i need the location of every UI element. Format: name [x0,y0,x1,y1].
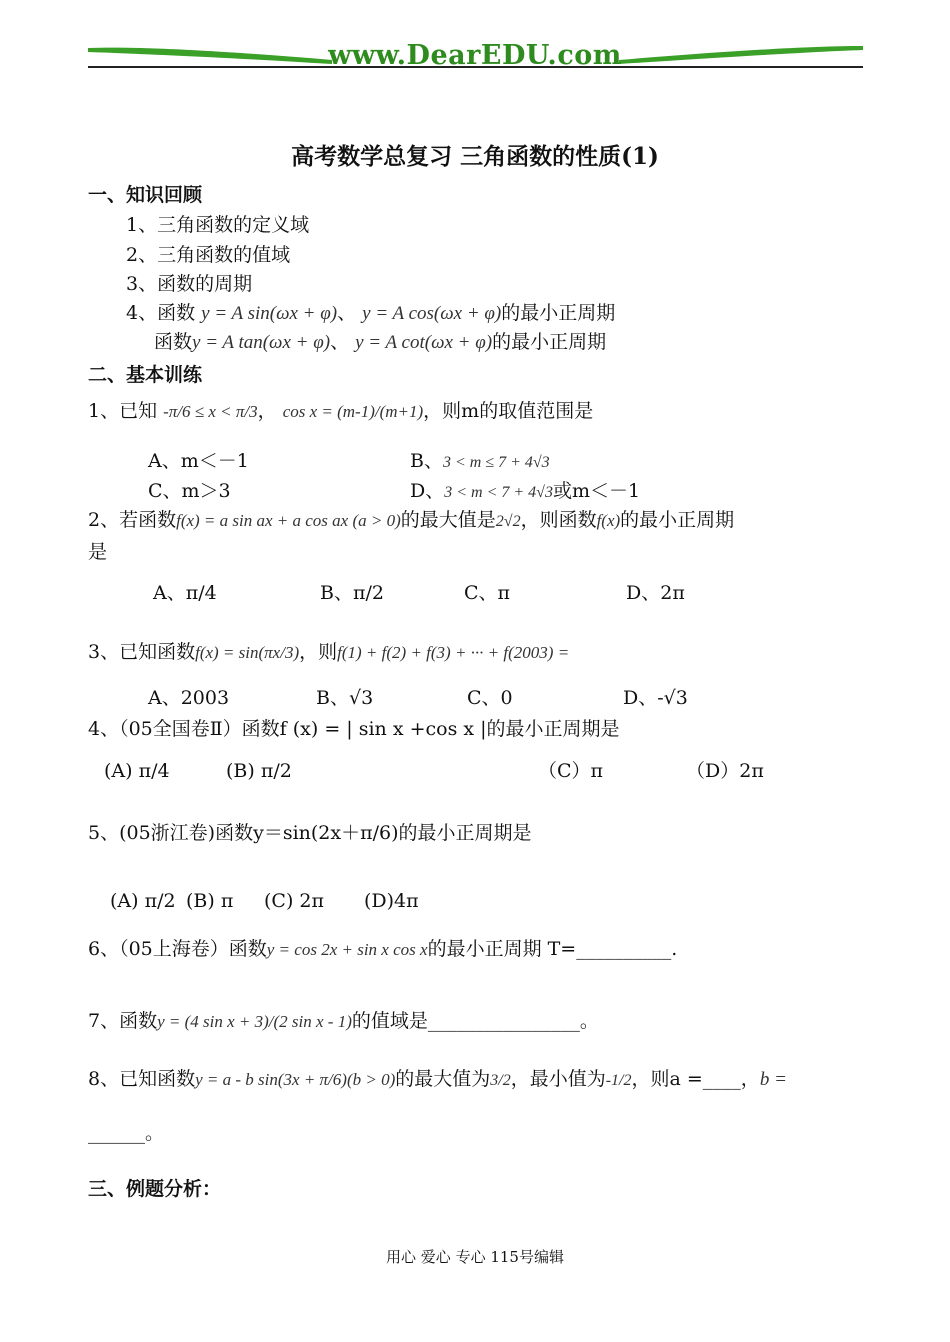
q3-stem [88,643,569,662]
q2-f: f(x) [596,511,621,530]
section1-item-3: 3、函数的周期 [126,273,253,295]
q1-option-b-expr: 3 < m ≤ 7 + 4√3 [442,454,550,471]
q1-option-c: C、m＞3 [148,480,231,502]
q8-mid2: ，最小值为 [510,1068,606,1090]
q6-expr: y = cos 2x + sin x cos x [266,940,428,959]
q2-option-c: C、π [464,582,511,604]
q3-sum: f(1) + f(2) + f(3) + ··· + f(2003) = [337,643,570,662]
q7-expr: y = (4 sin x + 3)/(2 sin x - 1) [157,1012,352,1031]
q6-prefix: 6、（05上海卷）函数 [88,938,267,960]
q2-option-a: A、π/4 [153,582,217,604]
section1-item-4 [126,304,615,323]
q8-expr: y = a - b sin(3x + π/6)(b > 0) [195,1070,396,1089]
q4-option-d: （D）2π [686,760,764,782]
q7-stem [88,1012,599,1031]
q1-suffix: ，则m的取值范围是 [423,400,594,422]
q5-option-b: (B) π [186,890,234,912]
q1-option-d-label: D、 [410,480,445,502]
item4b-prefix: 函数 [154,331,193,353]
header-rule [88,66,863,68]
q1-option-b [410,452,550,471]
q7-suffix: 的值域是________________。 [351,1010,599,1032]
page-title: 高考数学总复习 三角函数的性质(1) [291,143,659,170]
q1-option-d-suffix: 或m＜－1 [552,480,641,502]
q2-option-d: D、2π [626,582,685,604]
q6-stem [88,940,677,959]
q1-equation: cos x = (m-1)/(m+1) [282,402,424,421]
q2-expr: f(x) = a sin ax + a cos ax (a > 0) [176,511,401,530]
section3-heading: 三、例题分析： [88,1178,222,1200]
item4b-formula-cot: y = A cot(ωx + φ) [355,332,493,353]
q1-option-b-label: B、 [410,450,443,472]
section1-item-1: 1、三角函数的定义域 [126,214,310,236]
q3-option-a: A、2003 [148,687,230,709]
q2-suffix: ，则函数 [520,509,597,531]
q8-mid3: ，则 [631,1068,670,1090]
section1-item-4b [154,333,606,352]
item4-sep: 、 [337,302,357,324]
q8-line2: ______。 [88,1122,165,1144]
q3-option-d: D、-√3 [623,687,688,709]
page-footer: 用心 爱心 专心 115号编辑 [386,1248,564,1266]
q4-stem: 4、（05全国卷Ⅱ）函数f (x) = | sin x +cos x |的最小正周期是 [88,718,620,740]
q3-expr: f(x) = sin(πx/3) [195,643,300,662]
item4-formula-sin: y = A sin(ωx + φ) [201,303,338,324]
item4-formula-cos: y = A cos(ωx + φ) [362,303,502,324]
q5-option-a: (A) π/2 [110,890,176,912]
q7-prefix: 7、函数 [88,1010,158,1032]
section1-heading: 一、知识回顾 [88,184,203,206]
section2-heading: 二、基本训练 [88,364,203,386]
q8-min: -1/2 [605,1072,632,1089]
q2-option-b: B、π/2 [320,582,384,604]
q4-option-c: （C）π [538,760,604,782]
q2-suffix2: 的最小正周期 [620,509,735,531]
q3-prefix: 3、已知函数 [88,641,196,663]
q1-stem: 1、已知 -π/6 ≤ x < π/3， cos x = (m-1)/(m+1)，则m的取值范围是 [88,400,594,422]
q2-stem [88,511,734,530]
q4-option-a: (A) π/4 [104,760,170,782]
q8-b: b = [759,1069,787,1090]
q1-option-d [410,482,640,501]
q1-option-d-expr: 3 < m < 7 + 4√3 [444,484,553,501]
q2-mid: 的最大值是 [400,509,496,531]
q8-stem [88,1070,787,1089]
item4b-formula-tan: y = A tan(ωx + φ) [192,332,331,353]
item4b-suffix: 的最小正周期 [492,331,607,353]
q5-option-c: (C) 2π [264,890,324,912]
item4-prefix: 4、函数 [126,302,196,324]
q2-prefix: 2、若函数 [88,509,177,531]
item4-suffix: 的最小正周期 [501,302,616,324]
q1-option-a: A、m＜－1 [148,450,249,472]
q8-mid1: 的最大值为 [395,1068,491,1090]
q3-option-b: B、√3 [316,687,374,709]
q8-prefix: 8、已知函数 [88,1068,196,1090]
q1-condition: -π/6 ≤ x < π/3 [163,402,258,421]
q1-prefix: 1、已知 [88,400,158,422]
site-logo[interactable]: www.DearEDU.com [328,40,622,71]
q5-stem: 5、(05浙江卷)函数y＝sin(2x＋π/6)的最小正周期是 [88,822,532,844]
section1-item-2: 2、三角函数的值域 [126,244,291,266]
q5-option-d: (D)4π [364,890,419,912]
item4b-sep: 、 [330,331,350,353]
q4-option-b: (B) π/2 [226,760,292,782]
q3-mid: ，则 [299,641,338,663]
q2-line2: 是 [88,541,108,563]
q3-option-c: C、0 [467,687,513,709]
q6-suffix: 的最小正周期 T=__________. [427,938,678,960]
q8-max: 3/2 [490,1072,511,1089]
q8-a: a =____， [669,1068,760,1090]
q2-max: 2√2 [495,513,521,530]
